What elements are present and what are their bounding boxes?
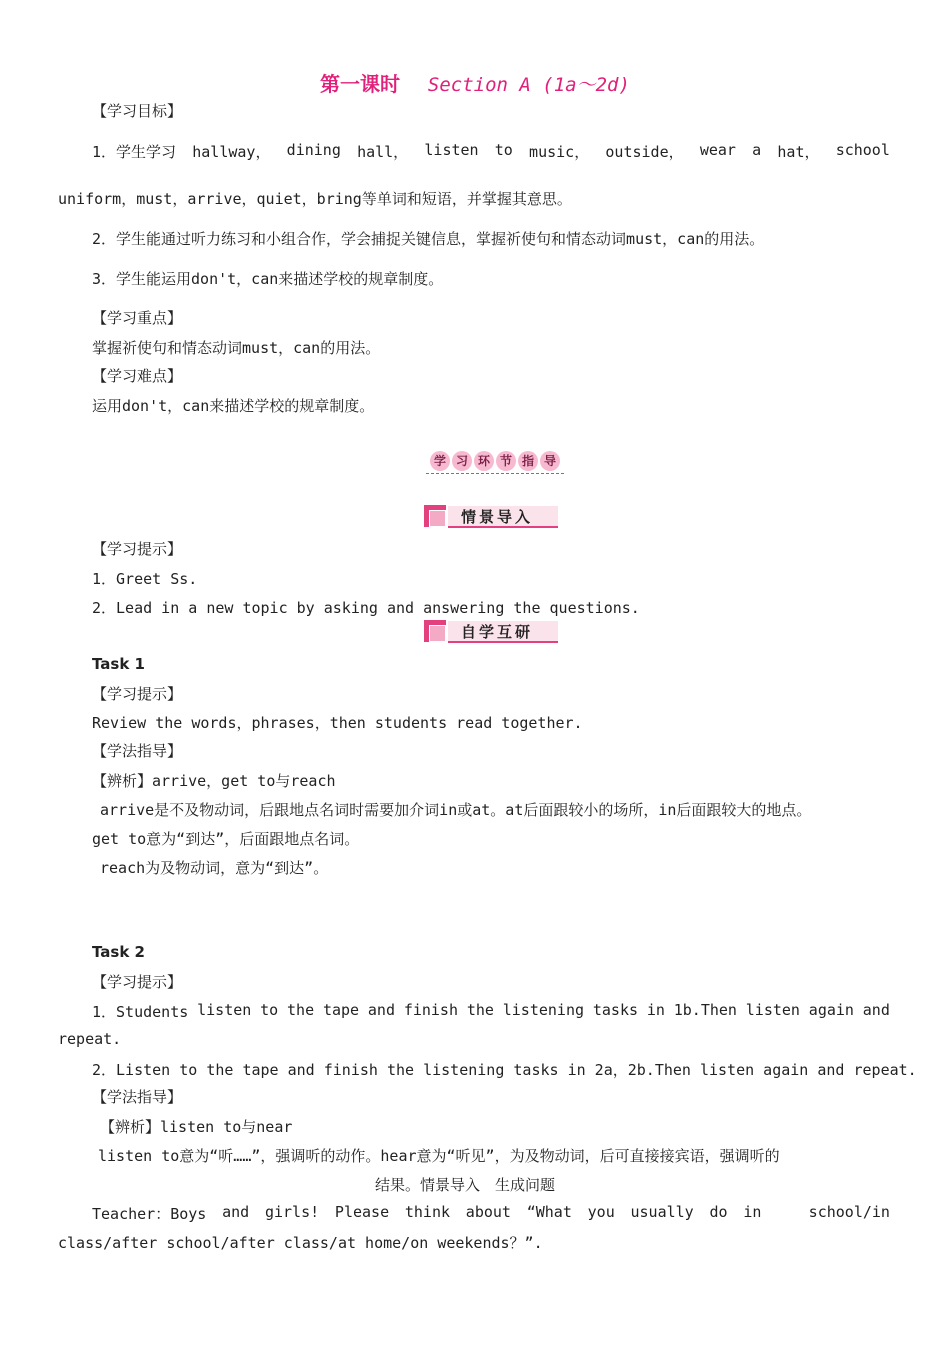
task2-item1-line1: [92, 1001, 890, 1022]
title-section: Section A (1a～2d): [427, 74, 630, 96]
banner-char: 指: [518, 451, 538, 471]
word: listen: [424, 141, 479, 159]
objective-1-line1: [92, 141, 890, 162]
section1-hint-heading: 【学习提示】: [92, 540, 183, 558]
word: Teacher：Boys: [92, 1205, 207, 1223]
task2-analysis: 【辨析】listen to与near: [100, 1118, 293, 1136]
word: finish: [403, 1001, 458, 1019]
section1-line2: 2．Lead in a new topic by asking and answering the questions.: [92, 599, 640, 617]
task2-method-heading: 【学法指导】: [92, 1088, 183, 1106]
word: about: [465, 1203, 511, 1221]
word: music，: [529, 143, 590, 161]
word: “What: [526, 1203, 572, 1221]
teacher-line2: class/after school/after class/at home/on weekends？”.: [58, 1234, 543, 1252]
word: hat，: [777, 143, 820, 161]
word: listen: [197, 1001, 252, 1019]
word: you: [587, 1203, 615, 1221]
word: outside，: [605, 143, 684, 161]
task1-analysis: 【辨析】arrive，get to与reach: [92, 772, 336, 790]
task1-hint: Review the words，phrases，then students read together.: [92, 714, 583, 732]
task2-label: Task 2: [92, 943, 145, 961]
section-title: 自学互研: [461, 623, 534, 641]
task1-p1: arrive是不及物动词，后跟地点名词时需要加介词in或at。at后面跟较小的场所，in后面跟较大的地点。: [100, 801, 812, 819]
section1-line1: 1．Greet Ss.: [92, 570, 198, 588]
word: and: [367, 1001, 395, 1019]
task2-item2: 2．Listen to the tape and finish the listening tasks in 2a，2b.Then listen again and repeat.: [92, 1061, 917, 1079]
word: and: [222, 1203, 250, 1221]
objective-2: 2．学生能通过听力练习和小组合作，学会捕捉关键信息，掌握祈使句和情态动词must，can的用法。: [92, 230, 765, 248]
task2-p1: listen to意为“听……”，强调听的动作。hear意为“听见”，为及物动词，后可直接接宾语，强调听的: [98, 1147, 780, 1165]
word: in: [743, 1203, 762, 1221]
word: the: [466, 1001, 494, 1019]
guide-banner: [426, 449, 564, 474]
task2-hint-heading: 【学习提示】: [92, 973, 183, 991]
objectives-heading: 【学习目标】: [92, 102, 183, 120]
objective-1-line2: uniform，must，arrive，quiet，bring等单词和短语，并掌握其意思。: [58, 190, 572, 208]
focus-text: 掌握祈使句和情态动词must，can的用法。: [92, 339, 381, 357]
word: think: [404, 1203, 451, 1221]
word: tasks: [592, 1001, 639, 1019]
word: school: [835, 141, 890, 159]
task2-item1-line2: repeat.: [58, 1030, 122, 1048]
word: hall，: [357, 143, 409, 161]
task2-p2: 结果。情景导入 生成问题: [375, 1176, 556, 1194]
banner-char: 习: [452, 451, 472, 471]
word: 1b.Then: [673, 1001, 737, 1019]
word: 1．学生学习: [92, 143, 177, 161]
banner-char: 节: [496, 451, 516, 471]
page-title: [0, 68, 950, 97]
word: Please: [334, 1203, 390, 1221]
task1-hint-heading: 【学习提示】: [92, 685, 183, 703]
objective-3: 3．学生能运用don't，can来描述学校的规章制度。: [92, 270, 444, 288]
word: do: [709, 1203, 728, 1221]
word: girls!: [264, 1203, 320, 1221]
word: hallway，: [192, 143, 271, 161]
teacher-line1: [92, 1203, 890, 1224]
word: listen: [745, 1001, 800, 1019]
section-header-selfstudy: [424, 620, 558, 644]
task1-p3: reach为及物动词，意为“到达”。: [100, 859, 329, 877]
word: the: [287, 1001, 315, 1019]
difficulty-heading: 【学习难点】: [92, 367, 183, 385]
section-header-intro: [424, 505, 558, 529]
word: 1．Students: [92, 1003, 189, 1021]
word: tape: [322, 1001, 360, 1019]
word: in: [646, 1001, 665, 1019]
word: and: [862, 1001, 890, 1019]
section-title: 情景导入: [461, 508, 534, 526]
banner-char: 学: [430, 451, 450, 471]
word: again: [808, 1001, 854, 1019]
word: school/in: [808, 1203, 890, 1221]
word: a: [752, 141, 762, 159]
banner-char: 导: [540, 451, 560, 471]
banner-char: 环: [474, 451, 494, 471]
task1-label: Task 1: [92, 655, 145, 673]
focus-heading: 【学习重点】: [92, 309, 183, 327]
word: to: [494, 141, 513, 159]
difficulty-text: 运用don't，can来描述学校的规章制度。: [92, 397, 375, 415]
word: to: [260, 1001, 279, 1019]
word: usually: [630, 1203, 694, 1221]
word: listening: [502, 1001, 585, 1019]
task1-method-heading: 【学法指导】: [92, 742, 183, 760]
word: wear: [699, 141, 736, 159]
word: dining: [286, 141, 341, 159]
title-prefix: 第一课时: [320, 72, 401, 96]
task1-p2: get to意为“到达”，后面跟地点名词。: [92, 830, 360, 848]
